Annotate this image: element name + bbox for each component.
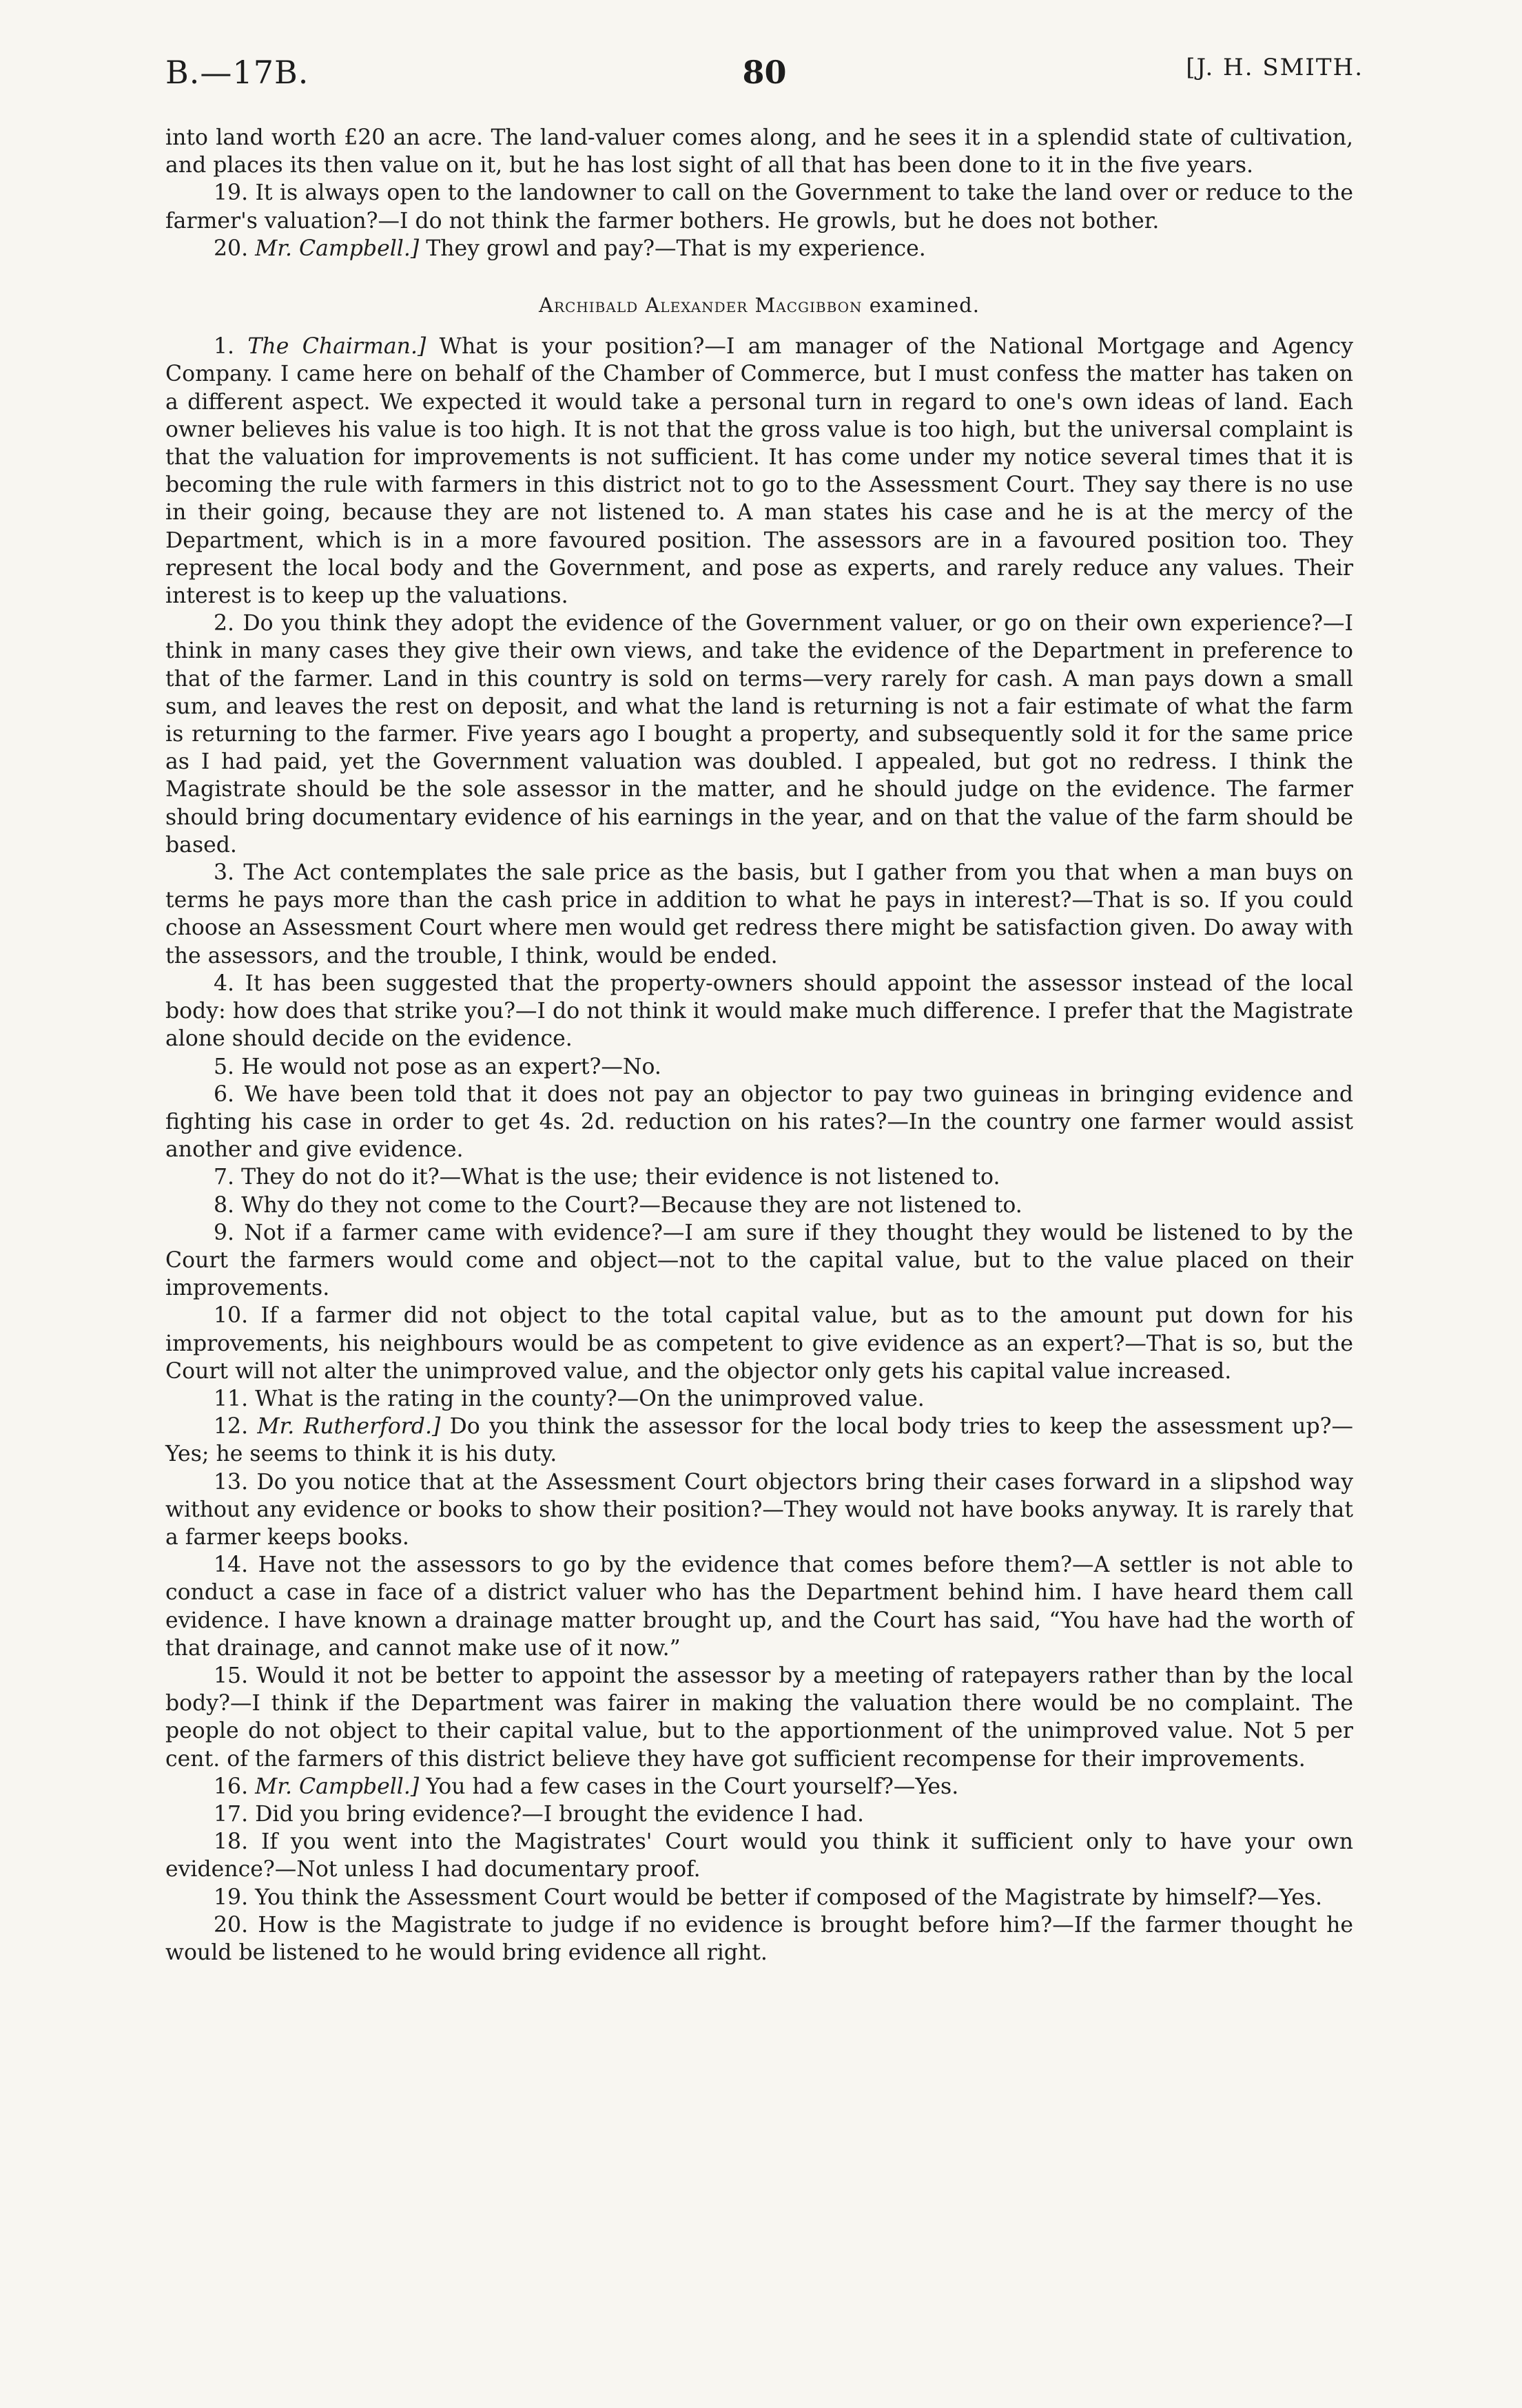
question-number: 2. (214, 611, 235, 636)
paragraph (165, 333, 1353, 610)
paragraph (165, 1911, 1353, 1966)
paragraph (165, 1468, 1353, 1552)
paragraph-text: It has been suggested that the property-owners should appoint the assessor instead of the local body: how does that strike you?—I do not think it would make much difference. I prefer that the Magistrate alone should decide on the evidence. (165, 971, 1354, 1052)
paragraph-text: Do you think they adopt the evidence of the Government valuer, or go on their own experience?—I think in many cases they give their own views, and take the evidence of the Department in preference to that of the farmer. Land in this country is sold on terms—very rarely for cash. A man pays down a small sum, and leaves the rest on deposit, and what the land is returning is not a fair estimate of what the farm is returning to the farmer. Five years ago I bought a property, and subsequently sold it for the same price as I had paid, yet the Government valuation was doubled. I appealed, but got no redress. I think the Magistrate should be the sole assessor in the matter, and he should judge on the evidence. The farmer should bring documentary evidence of his earnings in the year, and on that the value of the farm should be based. (165, 611, 1353, 858)
question-number: 9. (214, 1220, 235, 1245)
paragraph-text: Not if a farmer came with evidence?—I am sure if they thought they would be listened to by the Court the farmers would come and object—not to the capital value, but to the value placed on their improvements. (165, 1220, 1353, 1301)
paragraph (165, 124, 1353, 179)
speaker: Mr. Campbell.] (255, 1774, 420, 1799)
page-number: 80 (742, 54, 787, 91)
paragraph (165, 1302, 1353, 1385)
paragraph-text: Do you notice that at the Assessment Court objectors bring their cases forward in a slipshod way without any evidence or books to show their position?—They would not have books anyway. It is rarely that a farmer keeps books. (165, 1469, 1354, 1550)
paragraph (165, 1219, 1353, 1302)
question-number: 8. (214, 1192, 235, 1218)
question-number: 20. (214, 1912, 249, 1938)
paragraph (165, 1773, 1353, 1800)
paragraph (165, 1385, 1353, 1413)
question-number: 16. (214, 1774, 249, 1799)
document-reference: B.—17B. (165, 54, 309, 91)
question-number: 14. (214, 1553, 249, 1578)
question-number: 12. (214, 1414, 249, 1440)
paragraph-text: Have not the assessors to go by the evidence that comes before them?—A settler is not able to conduct a case in face of a district valuer who has the Department behind him. I have heard them call evidence. I have known a drainage matter brought up, and the Court has said, “You have had the worth of that drainage, and cannot make use of it now.” (165, 1553, 1353, 1661)
paragraph-text: Do you think the assessor for the local body tries to keep the assessment up?—Yes; he seems to think it is his duty. (165, 1414, 1353, 1467)
paragraph-text: Would it not be better to appoint the assessor by a meeting of ratepayers rather than by the local body?—I think if the Department was fairer in making the valuation there would be no complaint. The people do not object to their capital value, but to the apportionment of the unimproved value. Not 5 per cent. of the farmers of this district believe they have got sufficient recompense for their improvements. (165, 1663, 1354, 1772)
paragraph-text: How is the Magistrate to judge if no evidence is brought before him?—If the farmer thought he would be listened to he would bring evidence all right. (165, 1912, 1353, 1965)
page-header (165, 54, 1364, 102)
paragraph (165, 1800, 1353, 1828)
question-number: 20. (214, 236, 249, 261)
paragraph-text: They do not do it?—What is the use; their evidence is not listened to. (241, 1165, 1000, 1190)
question-number: 19. (214, 1885, 249, 1910)
paragraph (165, 179, 1353, 234)
witness-name: [J. H. SMITH. (1186, 54, 1364, 81)
paragraph-text: If a farmer did not object to the total capital value, but as to the amount put down for his improvements, his neighbours would be as competent to give evidence as an expert?—That is so, but the Court will not alter the unimproved value, and the objector only gets his capital value increased. (165, 1303, 1353, 1384)
question-number: 17. (214, 1801, 249, 1827)
paragraph (165, 1163, 1353, 1191)
paragraph-text: We have been told that it does not pay an objector to pay two guineas in bringing evidence and fighting his case in order to get 4s. 2d. reduction on his rates?—In the country one farmer would assist another and give evidence. (165, 1081, 1353, 1163)
question-number: 3. (214, 860, 235, 886)
question-number: 19. (214, 180, 249, 206)
question-number: 4. (214, 971, 235, 996)
paragraph-text: You think the Assessment Court would be better if composed of the Magistrate by himself?—Yes. (255, 1885, 1323, 1910)
paragraph-text: The Act contemplates the sale price as the basis, but I gather from you that when a man buys on terms he pays more than the cash price in addition to what he pays in interest?—That is so. If you could choose an Assessment Court where men would get redress there might be satisfaction given. Do away with the assessors, and the trouble, I think, would be ended. (165, 860, 1353, 968)
paragraph-text: Why do they not come to the Court?—Because they are not listened to. (241, 1192, 1022, 1218)
paragraph-text: What is the rating in the county?—On the unimproved value. (255, 1386, 925, 1411)
paragraph (165, 235, 1353, 262)
paragraph (165, 610, 1353, 859)
paragraph-text: into land worth £20 an acre. The land-valuer comes along, and he sees it in a splendid state of cultivation, and places its then value on it, but he has lost sight of all that has been done to it in the five years. (165, 125, 1353, 178)
speaker: Mr. Campbell.] (255, 236, 420, 261)
continued-testimony (165, 124, 1353, 262)
question-number: 18. (214, 1829, 249, 1855)
paragraph (165, 1413, 1353, 1468)
paragraph (165, 1828, 1353, 1883)
paragraph-text: What is your position?—I am manager of the National Mortgage and Agency Company. I came here on behalf of the Chamber of Commerce, but I must confess the matter has taken on a different aspect. We expected it would take a personal turn in regard to one's own ideas of land. Each owner believes his value is too high. It is not that the gross value is too high, but the universal complaint is that the valuation for improvements is not sufficient. It has come under my notice several times that it is becoming the rule with farmers in this district not to go to the Assessment Court. They say there is no use in their going, because they are not listened to. A man states his case and he is at the mercy of the Department, which is in a more favoured position. The assessors are in a favoured position too. They represent the local body and the Government, and pose as experts, and rarely reduce any values. Their interest is to keep up the valuations. (165, 334, 1353, 609)
question-number: 7. (214, 1165, 235, 1190)
speaker: The Chairman.] (247, 334, 426, 360)
paragraph (165, 1884, 1353, 1911)
witness-heading-suffix: examined. (869, 293, 980, 318)
paragraph-text: It is always open to the landowner to call on the Government to take the land over or reduce to the farmer's valuation?—I do not think the farmer bothers. He growls, but he does not bother. (165, 180, 1354, 233)
paragraph-text: They growl and pay?—That is my experience. (426, 236, 926, 261)
paragraph (165, 1053, 1353, 1081)
section-heading (165, 291, 1353, 319)
question-number: 11. (214, 1386, 249, 1411)
speaker: Mr. Rutherford.] (257, 1414, 441, 1440)
question-number: 5. (214, 1054, 235, 1079)
question-number: 13. (214, 1469, 249, 1495)
paragraph (165, 1662, 1353, 1773)
paragraph (165, 859, 1353, 970)
witness-heading-name: Archibald Alexander Macgibbon (539, 293, 863, 318)
paragraph-text: If you went into the Magistrates' Court would you think it sufficient only to have your own evidence?—Not unless I had documentary proof. (165, 1829, 1353, 1882)
paragraph (165, 1081, 1353, 1164)
paragraph-text: You had a few cases in the Court yourself?—Yes. (426, 1774, 959, 1799)
question-number: 1. (214, 334, 235, 360)
paragraph-text: Did you bring evidence?—I brought the evidence I had. (255, 1801, 864, 1827)
question-number: 15. (214, 1663, 249, 1688)
paragraph (165, 1192, 1353, 1219)
page-body (165, 124, 1353, 1966)
testimony (165, 333, 1353, 1966)
question-number: 6. (214, 1081, 235, 1107)
question-number: 10. (214, 1303, 249, 1329)
paragraph-text: He would not pose as an expert?—No. (241, 1054, 661, 1079)
paragraph (165, 970, 1353, 1053)
paragraph (165, 1551, 1353, 1662)
